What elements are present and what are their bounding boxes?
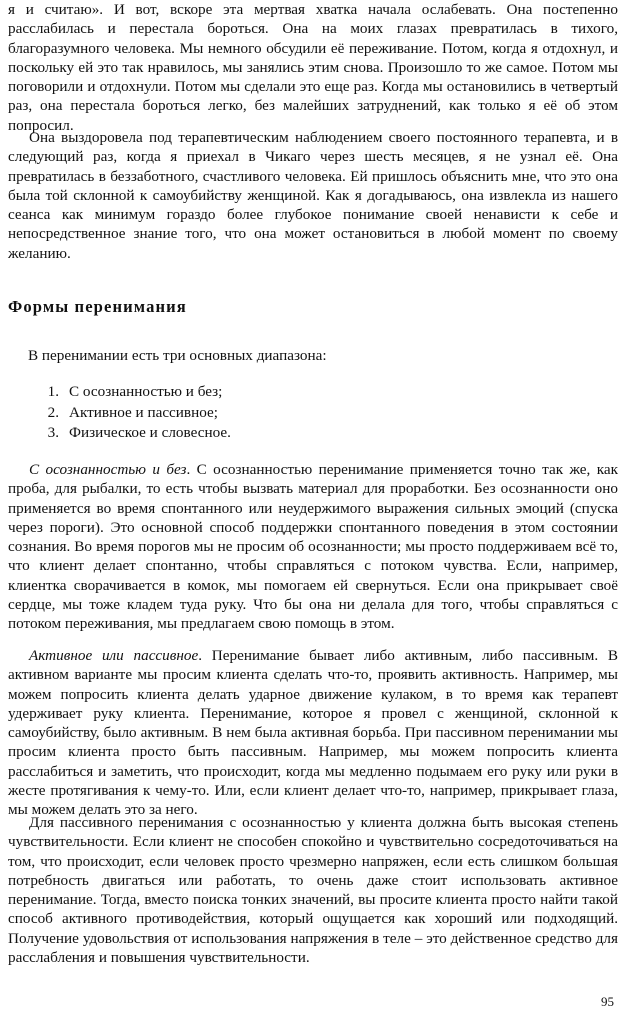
paragraph-lead-term: Активное или пассивное xyxy=(29,647,199,664)
section-heading: Формы перенимания xyxy=(8,297,187,316)
list-item xyxy=(8,403,231,424)
list-item xyxy=(8,423,231,444)
paragraph-lead-term: С осознанностью и без xyxy=(29,461,187,478)
list-item xyxy=(8,382,231,403)
ranges-list xyxy=(8,382,231,444)
paragraph-awareness xyxy=(8,460,618,634)
section-intro: В перенимании есть три основных диапазона: xyxy=(28,347,327,364)
list-item-number: 3. xyxy=(47,424,59,442)
paragraph-body: . С осознанностью перенимание применяется точно так же, как проба, для рыбалки, то есть чтобы вызвать материал для проработки. Без осознанности оно применяется во время спонтанного или неудержимого выражения сильных эмоций (спуска через пороги). Это основной способ поддержки спонтанного поведения в этом состоянии сознания. Во время порогов мы не просим об осознанности; мы просто поддерживаем всё то, что клиент делает спонтанно, чтобы справляться с потоком чувства. Если, например, клиентка сворачивается в комок, мы помогаем ей свернуться. Если она прикрывает своё сердце, мы тоже кладем туда руку. Что бы она ни делала для того, чтобы справляться с потоком переживания, мы предлагаем свою помощь в этом. xyxy=(8,461,618,633)
paragraph-continuation: я и считаю». И вот, вскоре эта мертвая хватка начала ослабевать. Она постепенно расслабилась и перестала бороться. Она на моих глазах превратилась в тихого, благоразумного человека. Мы немного обсудили её переживание. Потом, когда я отдохнул, и поскольку ей это так нравилось, мы занялись этим снова. Произошло то же самое. Потом мы поговорили и отдохнули. Потом мы сделали это еще раз. Когда мы остановились в четвертый раз, она перестала бороться легко, без малейших затруднений, как только я её об этом попросил. xyxy=(8,1,618,134)
list-item-text: Физическое и словесное. xyxy=(69,424,231,442)
list-item-number: 2. xyxy=(47,403,59,421)
paragraph-active-passive xyxy=(8,646,618,820)
page-number: 95 xyxy=(601,994,614,1009)
paragraph-body: . Перенимание бывает либо активным, либо пассивным. В активном варианте мы просим клиента сделать что-то, проявить активность. Например, мы можем попросить клиента делать ударное движение кулаком, в то время как терапевт удерживает руку клиента. Перенимание, которое я провел с женщиной, склонной к самоубийству, было активным. В нем была активная борьба. При пассивном перенимании мы просим клиента просто быть пассивным. Например, мы можем попросить клиента расслабиться и заметить, что происходит, когда мы медленно подымаем его руку или руки в жесте протягивания к чему-то. Или, если клиент делает что-то, например, прикрывает глаза, мы можем делать это за него. xyxy=(8,647,618,819)
paragraph-recovery: Она выздоровела под терапевтическим наблюдением своего постоянного терапевта, и в следующий раз, когда я приехал в Чикаго через шесть месяцев, я не узнал её. Она превратилась в беззаботного, счастливого человека. Ей пришлось объяснить мне, что это она была той склонной к самоубийству женщиной. Как я догадываюсь, она извлекла из нашего сеанса как минимум гораздо более глубокое понимание своей ненависти к себе и непосредственное знание того, что она может остановиться в любой момент по своему желанию. xyxy=(8,129,618,262)
paragraph-passive-sensitivity: Для пассивного перенимания с осознанностью у клиента должна быть высокая степень чувствительности. Если клиент не способен спокойно и чувствительно сосредоточиваться на том, что происходит, если человек просто чрезмерно напряжен, если есть слишком большая потребность двигаться или работать, то очень даже стоит использовать активное перенимание. Тогда, вместо поиска тонких значений, вы просите клиента просто найти такой способ активного противодействия, который ощущается как хороший или подходящий. Получение удовольствия от использования напряжения в теле – это действенное средство для расслабления и повышения чувствительности. xyxy=(8,814,618,967)
list-item-text: Активное и пассивное; xyxy=(69,403,218,421)
list-item-text: С осознанностью и без; xyxy=(69,383,223,400)
list-item-number: 1. xyxy=(47,383,59,400)
